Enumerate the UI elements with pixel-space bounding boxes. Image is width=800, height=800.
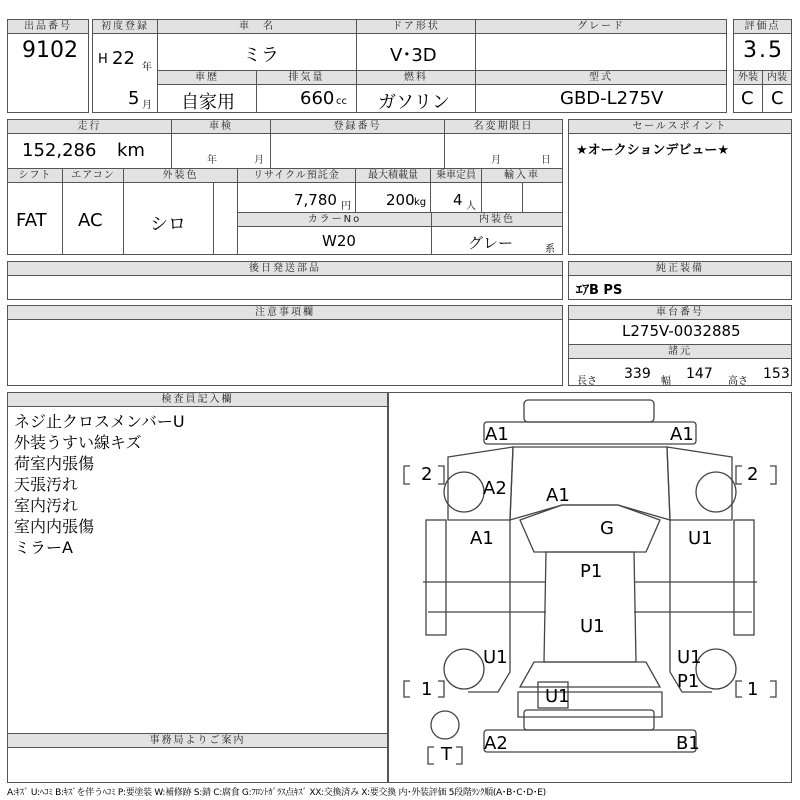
mark-a1-front-right: A1 [670,424,694,445]
lot-label: 出品番号 [7,19,89,34]
first-reg-label: 初度登録 [92,19,158,34]
mark-2-right-top: 2 [747,464,759,485]
color: シロ [150,214,186,235]
length-label: 長さ [577,376,597,387]
notice-box [7,319,563,386]
inspector-notes [14,411,185,558]
reg-era: H [98,52,108,67]
intcolor-label: 内装色 [431,212,563,227]
interior-grade: C [771,88,784,109]
note-line: 荷室内張傷 [14,454,95,473]
capacity-label: 乗車定員 [430,168,482,183]
equipment-value: ｴｱB PS [576,283,623,298]
exterior-label: 外装 [733,70,763,85]
mark-a2-rear-bumper: A2 [484,733,508,754]
mark-u1-left-rear: U1 [483,647,508,668]
dims-cell [568,358,792,386]
equipment-label: 純正装備 [568,261,792,276]
note-line: 室内内張傷 [14,517,95,536]
mark-a1-hood: A1 [546,485,570,506]
chassis-label: 車台番号 [568,305,792,320]
load-unit: kg [414,197,427,208]
mark-u1-right-door: U1 [688,528,713,549]
salespoint-text: ★オークションデビュー★ [576,143,730,158]
intcolor-unit: 系 [545,244,555,255]
mark-2-left-top: 2 [421,464,433,485]
recycle-unit: 円 [341,201,351,212]
load-label: 最大積載量 [355,168,431,183]
parts-label: 後日発送部品 [7,261,563,276]
legend: A:ｷｽﾞ U:ﾍｺﾐ B:ｷｽﾞを伴うﾍｺﾐ P:要塗装 W:補修跡 S:錆 C:腐食 G:ﾌﾛﾝﾄｶﾞﾗｽ点ｷｽﾞ XX:交換済み X:要交換 内･外装評価 5段階ﾗﾝｸ順(A･B･C･D･E) [7,788,546,798]
mark-p1-right-rear: P1 [677,671,700,692]
car-diagram [388,392,792,783]
grade-label: グレード [475,19,727,34]
fuel-label: 燃料 [356,70,476,85]
color-divider [213,182,214,255]
insp-month-unit: 月 [254,155,264,166]
shift: FAT [16,210,47,231]
note-line: ミラーA [14,538,73,557]
mark-p1-roof: P1 [580,561,603,582]
mark-a1-front-left: A1 [485,424,509,445]
reg-month: 5 [128,88,140,109]
office-label: 事務局よりご案内 [7,733,388,748]
mark-u1-rear: U1 [545,686,570,707]
score-label: 評価点 [733,19,792,34]
note-line: 天張汚れ [14,475,79,494]
mark-a2-fender: A2 [483,478,507,499]
interior-label: 内装 [762,70,792,85]
fuel: ガソリン [378,92,450,113]
model: GBD-L275V [560,88,664,109]
capacity: 4 [453,191,463,209]
mileage-unit: km [117,140,145,161]
colorno: W20 [322,232,356,250]
mark-t-spare: T [441,744,452,765]
intcolor: グレー [468,234,514,252]
import-label: 輸入車 [481,168,563,183]
note-line: 室内汚れ [14,496,79,515]
mark-u1-right-rear: U1 [677,647,702,668]
mark-1-left-bottom: 1 [421,679,433,700]
note-line: 外装うすい線キズ [14,433,142,452]
note-line: ネジ止クロスメンバーU [14,412,185,431]
grade-cell [475,33,727,71]
deadline-label: 名変期限日 [444,119,563,134]
dl-day-unit: 日 [541,155,551,166]
ac: AC [78,210,103,231]
exterior-grade: C [741,88,754,109]
dims-label: 諸元 [568,344,792,359]
recycle-label: リサイクル預託金 [237,168,356,183]
mark-g-glass: G [600,518,614,539]
mark-u1-roof-rear: U1 [580,616,605,637]
width: 147 [686,366,713,382]
door-type: V･3D [390,45,437,66]
displacement-label: 排気量 [256,70,357,85]
score: 3.5 [743,38,784,63]
regno-label: 登録番号 [270,119,445,134]
mileage: 152,286 [22,140,97,161]
color-label: 外装色 [123,168,238,183]
height-label: 高さ [728,376,748,387]
history: 自家用 [181,92,235,113]
model-label: 型式 [475,70,727,85]
mark-a1-left-door: A1 [470,528,494,549]
length: 339 [624,366,651,382]
shift-label: シフト [7,168,63,183]
notice-label: 注意事項欄 [7,305,563,320]
colorno-label: カラーNo [237,212,432,227]
displacement-unit: cc [336,96,347,107]
history-label: 車歴 [157,70,257,85]
parts-box [7,275,563,300]
door-label: ドア形状 [356,19,476,34]
salespoint-label: セールスポイント [568,119,792,134]
dl-month-unit: 月 [491,155,501,166]
ext-int-divider [762,84,763,113]
width-label: 幅 [661,376,671,387]
mark-1-right-bottom: 1 [747,679,759,700]
regno-cell [270,133,445,169]
insp-year-unit: 年 [207,155,217,166]
chassis-number: L275V-0032885 [622,322,741,340]
reg-year: 22 [112,48,135,69]
lot-number: 9102 [22,38,78,63]
reg-month-unit: 月 [142,100,152,111]
load: 200 [386,191,415,209]
ac-label: エアコン [62,168,124,183]
height: 153 [763,366,790,382]
mark-b1-rear-bumper: B1 [676,733,700,754]
import-divider [522,182,523,213]
office-box [7,747,388,783]
inspector-label: 検査員記入欄 [7,392,388,407]
mileage-label: 走行 [7,119,172,134]
inspection-label: 車検 [171,119,271,134]
reg-year-unit: 年 [142,62,152,73]
car-name: ミラ [243,45,279,66]
capacity-unit: 人 [466,201,476,212]
displacement: 660 [300,88,335,109]
car-name-label: 車 名 [157,19,357,34]
recycle: 7,780 [294,191,337,209]
